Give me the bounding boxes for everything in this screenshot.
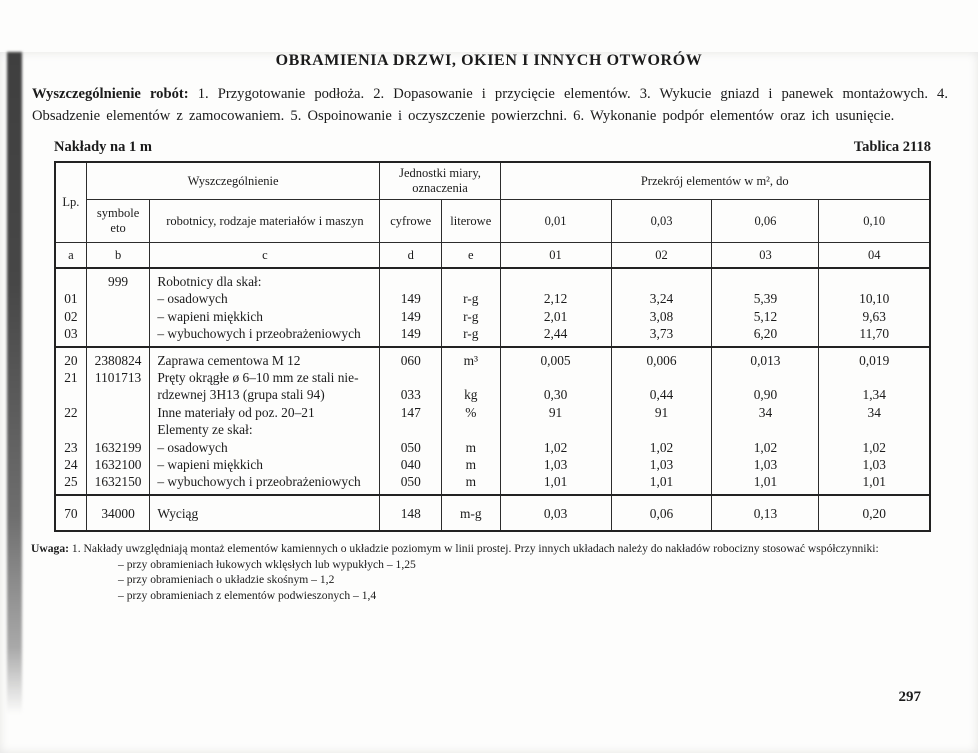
table-cell-line xyxy=(501,369,611,386)
table-cell-line: 0,006 xyxy=(646,352,677,368)
table-cell-line: 1632150 xyxy=(94,474,142,490)
footnote-item-text: 1. Nakłady uwzględniają montaż elementów kamiennych o układzie poziomym w linii prostej. Przy innych układach należy do nakładów robocizny stosować współczynniki: xyxy=(71,542,879,556)
table-cell-line xyxy=(819,421,929,438)
table-cell-line xyxy=(442,273,500,290)
table-cell-line: – osadowych xyxy=(157,291,228,307)
table-cell-line: m xyxy=(465,439,476,455)
norms-table xyxy=(54,161,931,532)
table-cell-line: 0,20 xyxy=(862,505,886,521)
table-cell-line xyxy=(380,369,441,386)
letter-cell-d: d xyxy=(380,243,442,269)
table-cell-line: 033 xyxy=(400,387,421,403)
table-cell-line: 3,08 xyxy=(649,308,674,324)
table-cell-line: 6,20 xyxy=(753,326,778,342)
table-cell-line: 060 xyxy=(400,352,421,368)
table-cell-line: 3,24 xyxy=(649,291,674,307)
cell-description xyxy=(150,495,380,531)
table-cell-line: 91 xyxy=(654,404,669,420)
footnote-sub-item: – przy obramieniach o układzie skośnym – 1,2 xyxy=(118,573,335,587)
table-cell-line: 147 xyxy=(400,404,421,420)
table-cell-line xyxy=(56,386,86,403)
table-cell-line: Inne materiały od poz. 20–21 xyxy=(157,404,315,420)
col-header-przekroj: Przekrój elementów w m², do xyxy=(500,162,930,200)
table-cell-line: 149 xyxy=(400,291,421,307)
footnote xyxy=(31,541,946,603)
table-block-workers xyxy=(55,268,930,347)
table-cell-line xyxy=(442,421,500,438)
table-cell-line: – wybuchowych i przeobrażeniowych xyxy=(157,326,361,342)
table-cell-line: 21 xyxy=(64,369,78,385)
table-cell-line: 999 xyxy=(108,274,129,289)
table-cell-line: 1,01 xyxy=(543,474,568,490)
cell-value-006 xyxy=(712,495,819,531)
table-cell-line: 0,13 xyxy=(753,505,778,521)
table-caption-row xyxy=(54,139,931,156)
table-cell-line xyxy=(380,421,441,438)
letter-cell-01: 01 xyxy=(500,243,611,269)
table-cell-line: 1101713 xyxy=(94,369,142,385)
table-cell-line: 050 xyxy=(400,474,421,490)
cell-value-006 xyxy=(712,347,819,495)
col-header-010: 0,10 xyxy=(819,200,930,243)
table-cell-line: 01 xyxy=(64,291,78,307)
table-cell-line: Zaprawa cementowa M 12 xyxy=(157,352,301,368)
table-cell-line: 050 xyxy=(400,439,421,455)
footnote-item xyxy=(31,541,946,557)
col-header-006: 0,06 xyxy=(712,200,819,243)
footnote-label: Uwaga: xyxy=(31,542,69,556)
table-cell-line: 11,70 xyxy=(859,326,890,342)
cell-lp xyxy=(55,268,86,347)
table-cell-line: m xyxy=(465,474,476,490)
table-cell-line: r-g xyxy=(463,291,479,307)
page-number: 297 xyxy=(898,689,921,705)
table-cell-line: m³ xyxy=(463,352,478,368)
cell-value-001 xyxy=(500,347,611,495)
table-cell-line: m-g xyxy=(459,505,482,521)
table-cell-line: 34 xyxy=(758,404,773,420)
letter-cell-b: b xyxy=(86,243,150,269)
table-cell-line: 1,02 xyxy=(649,439,674,455)
letter-cell-a: a xyxy=(55,243,86,269)
footnote-sub-item: – przy obramieniach z elementów podwieszonych – 1,4 xyxy=(118,588,377,602)
table-cell-line: – osadowych xyxy=(157,439,228,455)
table-cell-line: 3,73 xyxy=(649,326,674,342)
table-block-hoist xyxy=(55,495,930,531)
table-cell-line xyxy=(612,273,712,290)
cell-unit-digit xyxy=(380,347,442,495)
table-cell-line: 34 xyxy=(867,404,881,420)
table-cell-line xyxy=(87,386,150,403)
table-cell-line xyxy=(712,369,818,386)
table-cell-line xyxy=(612,369,712,386)
col-header-003: 0,03 xyxy=(611,200,712,243)
work-description-label: Wyszczególnienie robót: xyxy=(32,86,189,102)
table-cell-line xyxy=(87,421,150,438)
table-cell-line xyxy=(380,273,441,290)
table-cell-line: 20 xyxy=(64,352,78,368)
table-cell-line xyxy=(819,273,929,290)
table-cell-line: 0,019 xyxy=(859,352,890,368)
cell-value-001 xyxy=(500,268,611,347)
table-cell-line: – wybuchowych i przeobrażeniowych xyxy=(157,474,361,490)
cell-unit-letter xyxy=(442,347,501,495)
table-cell-line: – wapieni miękkich xyxy=(157,456,263,472)
table-cell-line: 34000 xyxy=(101,505,135,521)
table-cell-line: 91 xyxy=(548,404,563,420)
cell-value-010 xyxy=(819,347,930,495)
letter-cell-03: 03 xyxy=(712,243,819,269)
cell-eto xyxy=(86,347,150,495)
table-cell-line: 23 xyxy=(64,439,78,455)
table-cell-line xyxy=(87,290,150,307)
table-cell-line: 10,10 xyxy=(859,291,890,307)
table-cell-line: 70 xyxy=(64,505,78,521)
cell-unit-letter xyxy=(442,495,501,531)
table-cell-line: m xyxy=(465,456,476,472)
col-header-001: 0,01 xyxy=(500,200,611,243)
cell-value-010 xyxy=(819,268,930,347)
letter-cell-c: c xyxy=(150,243,380,269)
col-header-jednostki: Jednostki miary, oznaczenia xyxy=(380,162,500,200)
cell-lp xyxy=(55,347,86,495)
table-cell-line: 1,01 xyxy=(862,474,886,490)
cell-value-001 xyxy=(500,495,611,531)
col-header-lp: Lp. xyxy=(55,162,86,243)
table-cell-line: Pręty okrągłe ø 6–10 mm ze stali nie- xyxy=(157,369,359,385)
cell-lp xyxy=(55,495,86,531)
table-cell-line: 1,34 xyxy=(862,387,886,403)
table-cell-line: 0,013 xyxy=(750,352,781,368)
cell-value-006 xyxy=(712,268,819,347)
table-cell-line: 0,06 xyxy=(649,505,674,521)
table-cell-line: 0,005 xyxy=(540,352,571,368)
table-cell-line: 1,03 xyxy=(862,456,886,472)
table-cell-line: 2380824 xyxy=(94,352,142,368)
table-cell-line: 1,02 xyxy=(543,439,568,455)
page-title: OBRAMIENIA DRZWI, OKIEN I INNYCH OTWORÓW xyxy=(275,52,703,69)
table-cell-line: 1632199 xyxy=(94,439,142,455)
table-cell-line: 040 xyxy=(400,456,421,472)
table-cell-line xyxy=(712,421,818,438)
letter-cell-02: 02 xyxy=(611,243,712,269)
table-cell-line xyxy=(501,273,611,290)
letter-cell-e: e xyxy=(442,243,501,269)
cell-unit-letter xyxy=(442,268,501,347)
table-cell-line: 1,02 xyxy=(753,439,778,455)
table-cell-line: 0,44 xyxy=(649,387,674,403)
scan-artifact-strip xyxy=(7,52,22,714)
footnote-sub-item: – przy obramieniach łukowych wklęsłych lub wypukłych – 1,25 xyxy=(118,557,416,571)
table-cell-line: r-g xyxy=(463,308,479,324)
table-cell-line xyxy=(501,421,611,438)
table-cell-line xyxy=(56,421,86,438)
table-cell-line: 1,03 xyxy=(649,456,674,472)
col-header-literowe: literowe xyxy=(442,200,501,243)
table-cell-line xyxy=(87,308,150,325)
cell-unit-digit xyxy=(380,495,442,531)
table-cell-line: 24 xyxy=(64,456,78,472)
table-cell-line: Elementy ze skał: xyxy=(157,422,253,438)
table-cell-line: 22 xyxy=(64,404,78,420)
table-number: Tablica 2118 xyxy=(853,139,931,155)
table-cell-line: 1632100 xyxy=(94,456,142,472)
work-description xyxy=(32,84,948,127)
cell-description xyxy=(150,268,380,347)
table-cell-line: 2,44 xyxy=(543,326,568,342)
col-header-robotnicy: robotnicy, rodzaje materiałów i maszyn xyxy=(150,200,380,243)
col-header-symbole-eto: symbole eto xyxy=(86,200,150,243)
table-cell-line: 02 xyxy=(64,308,78,324)
table-cell-line: kg xyxy=(464,387,478,403)
cell-value-003 xyxy=(611,268,712,347)
table-cell-line: 25 xyxy=(64,474,78,490)
table-cell-line: 03 xyxy=(64,326,78,342)
table-cell-line: 1,01 xyxy=(753,474,778,490)
table-cell-line xyxy=(87,404,150,421)
cell-value-010 xyxy=(819,495,930,531)
table-cell-line xyxy=(819,369,929,386)
work-description-text: 1. Przygotowanie podłoża. 2. Dopasowanie i przycięcie elementów. 3. Wykucie gniazd i panewek montażowych. 4. Obsadzenie elementów z zamocowaniem. 5. Ospoinowanie i oczyszczenie powierzchni. 6. Wykonanie podpór elementów oraz ich usunięcie. xyxy=(32,86,948,124)
table-cell-line: 5,12 xyxy=(753,308,778,324)
table-cell-line: rdzewnej 3H13 (grupa stali 94) xyxy=(157,387,325,403)
table-cell-line: Robotnicy dla skał: xyxy=(157,274,262,289)
col-header-cyfrowe: cyfrowe xyxy=(380,200,442,243)
cell-description xyxy=(150,347,380,495)
cell-eto xyxy=(86,495,150,531)
expenditure-label: Nakłady na 1 m xyxy=(54,139,152,155)
table-cell-line: 148 xyxy=(400,505,421,521)
table-cell-line xyxy=(87,325,150,342)
table-cell-line: 0,90 xyxy=(753,387,778,403)
table-cell-line xyxy=(442,369,500,386)
cell-value-003 xyxy=(611,495,712,531)
table-cell-line: r-g xyxy=(463,326,479,342)
table-cell-line: 0,03 xyxy=(543,505,568,521)
table-cell-line: 2,01 xyxy=(543,308,568,324)
table-cell-line: 1,01 xyxy=(649,474,674,490)
table-cell-line: % xyxy=(465,404,477,420)
table-cell-line: 1,03 xyxy=(753,456,778,472)
table-cell-line: 2,12 xyxy=(543,291,568,307)
table-cell-line xyxy=(712,273,818,290)
table-cell-line: 5,39 xyxy=(753,291,778,307)
table-cell-line: 1,03 xyxy=(543,456,568,472)
cell-value-003 xyxy=(611,347,712,495)
table-cell-line: – wapieni miękkich xyxy=(157,308,263,324)
table-cell-line: 9,63 xyxy=(862,308,886,324)
table-cell-line: 149 xyxy=(400,326,421,342)
table-cell-line xyxy=(612,421,712,438)
table-cell-line: 1,02 xyxy=(862,439,886,455)
table-cell-line: Wyciąg xyxy=(157,505,199,521)
cell-unit-digit xyxy=(380,268,442,347)
cell-eto xyxy=(86,268,150,347)
letter-cell-04: 04 xyxy=(819,243,930,269)
col-header-wyszczegolnienie: Wyszczególnienie xyxy=(86,162,380,200)
table-block-materials xyxy=(55,347,930,495)
table-cell-line: 0,30 xyxy=(543,387,568,403)
table-cell-line: 149 xyxy=(400,308,421,324)
table-cell-line xyxy=(56,273,86,290)
